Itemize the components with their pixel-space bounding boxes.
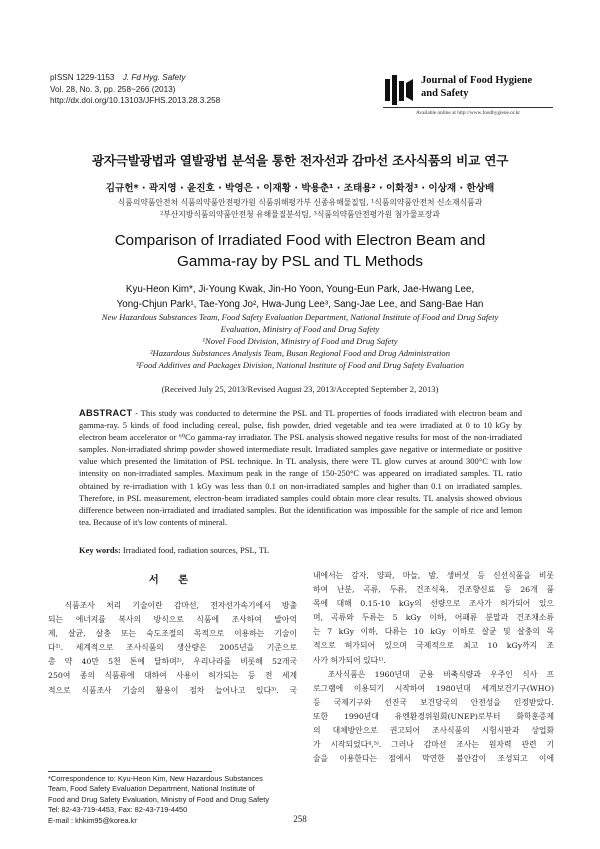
section-heading: 서 론 (148, 575, 197, 586)
text-line: 로그램에 이용되기 시작하여 1980년대 세계보건기구(WHO) (313, 683, 554, 693)
text-line: 250여 종의 식품류에 대하여 사용이 허가되는 등 전 세계 (48, 671, 297, 681)
english-affiliation-3: ¹Novel Food Division, Ministry of Food and Drug Safety (202, 336, 398, 346)
korean-affiliation-1: 식품의약품안전처 식품의약품안전평가원 식품위해평가부 신종유해물질팀, ¹식품의약품안전처 신소재식품과 (117, 198, 483, 207)
abstract (79, 407, 522, 528)
text-line: 다¹⁾. 세계적으로 조사식품의 생산량은 2005년을 기준으로 (48, 643, 297, 653)
text-line: 가 시작되었다⁴,⁵⁾. 그러나 감마선 조사는 원자력 관련 기 (313, 740, 554, 750)
text-line: 또한 1990년대 유엔환경위원회(UNEP)로부터 화학훈증제 (313, 711, 554, 721)
text-line: 식품조사 처리 기술이란 감마선, 전자선가속기에서 방출 (48, 601, 297, 610)
journal-metadata (50, 72, 220, 107)
logo-divider (383, 107, 553, 108)
english-affiliation-1: New Hazardous Substances Team, Food Safety Evaluation Department, National Institute of Food and Drug Safety (101, 312, 499, 322)
text-line: 는 7 kGy 이하, 다류는 10 kGy 이하로 살균 및 살충의 목 (313, 627, 554, 637)
journal-logo (383, 71, 553, 119)
english-affiliation-4: ²Hazardous Substances Analysis Team, Busan Regional Food and Drug Administration (149, 348, 451, 358)
text-line: 적으로 허가되어 있으며 국제적으로 최고 10 kGy까지 조 (313, 641, 554, 651)
text-line: 등 국제기구와 선진국 보건당국의 안전성을 인정받았다. (313, 697, 554, 707)
footnote-divider (48, 771, 212, 772)
text-line: 목에 대해 0.15-10 kGy의 선량으로 조사가 허가되어 있으 (313, 599, 554, 609)
text-line: 총 약 40만 5천 톤에 달하며²⁾, 우리나라를 비롯해 52개국 (48, 657, 297, 667)
footnote-line: *Correspondence to: Kyu-Heon Kim, New Hazardous Substances (48, 774, 263, 783)
footnote-line: Team, Food Safety Evaluation Department, National Institute of (48, 784, 255, 794)
keywords (79, 545, 522, 555)
journal-logo-icon (383, 73, 415, 107)
footnote-line: Tel: 82-43-719-4453, Fax: 82-43-719-4450 (48, 805, 188, 815)
korean-affiliation-2: ²부산지방식품의약품안전청 유해물질분석팀, ³식품의약품안전평가원 첨가물포장과 (160, 210, 440, 219)
available-online-link[interactable]: Available online at http://www.foodhygiene.or.kr (416, 110, 520, 116)
english-affiliation-5: ³Food Additives and Packages Division, National Institute of Food and Drug Safety Evaluation (135, 360, 465, 370)
keywords-label: Key words: (79, 545, 121, 555)
volume-info: Vol. 28, No. 3, pp. 258~266 (2013) (50, 84, 176, 94)
english-title-line2: Gamma-ray by PSL and TL Methods (177, 253, 423, 270)
body-right-column (313, 569, 554, 766)
journal-name-line1: Journal of Food Hygiene (421, 75, 533, 86)
abstract-label: ABSTRACT (79, 408, 133, 418)
journal-name-line2: and Safety (421, 88, 469, 99)
korean-authors: 김규헌* · 곽지영 · 윤진호 · 박영은 · 이재황 · 박용춘¹ · 조태용² · 이화정³ · 이상재 · 한상배 (105, 183, 495, 194)
footnote-line: Food and Drug Safety Evaluation, Ministry of Food and Drug Safety (48, 794, 270, 804)
text-line: 하여 난분, 곡류, 두류, 건조식육, 건조향신료 등 26개 품 (313, 585, 554, 595)
english-affiliation-2: Evaluation, Ministry of Food and Drug Safety (220, 324, 380, 334)
english-authors-line2: Yong-Chjun Park¹, Tae-Yong Jo², Hwa-Jung Lee³, Sang-Jae Lee, and Sang-Bae Han (116, 299, 484, 310)
issn: pISSN 1229-1153 (50, 73, 115, 82)
text-line: 술을 이용한다는 점에서 막연한 불안감이 조성되고 이에 (313, 754, 554, 764)
journal-name (421, 74, 561, 100)
keywords-text: Irradiated food, radiation sources, PSL, TL (120, 545, 270, 555)
text-line: 내에서는 감자, 양파, 마늘, 밤, 생버섯 등 신선식품을 비롯 (313, 571, 554, 580)
text-line: 되는 에너지를 복사의 방식으로 식품에 조사하여 발아억 (48, 615, 297, 625)
journal-abbrev: J. Fd Hyg. Safety (122, 73, 186, 82)
text-line: 며, 곡류와 두류는 5 kGy 이하, 어패류 분말과 건조채소류 (313, 613, 554, 623)
received-dates: (Received July 25, 2013/Revised August 23, 2013/Accepted September 2, 2013) (161, 384, 439, 394)
text-line: 적으로 식품조사 기술의 활용이 점차 늘어나고 있다³⁾. 국 (48, 685, 297, 695)
footnote-email[interactable]: E-mail : khkim95@korea.kr (48, 815, 137, 825)
text-line: 조사식품은 1960년대 군용 비축식량과 우주인 식사 프 (313, 669, 554, 679)
doi-link[interactable]: http://dx.doi.org/10.13103/JFHS.2013.28.3.258 (50, 96, 221, 105)
english-title-line1: Comparison of Irradiated Food with Electron Beam and (114, 232, 486, 249)
body-left-column (48, 599, 297, 698)
page-number: 258 (293, 814, 307, 824)
korean-title: 광자극발광법과 열발광법 분석을 통한 전자선과 감마선 조사식품의 비교 연구 (91, 153, 509, 168)
text-line: 제, 살균, 살충 또는 숙도조절의 목적으로 이용하는 기술이 (48, 629, 297, 639)
text-line: 사가 허가되어 있다¹⁾. (313, 655, 386, 665)
text-line: 의 대체방안으로 권고되어 조사식품의 시험시판과 상업화 (313, 726, 554, 736)
english-authors-line1: Kyu-Heon Kim*, Ji-Young Kwak, Jin-Ho Yoon, Young-Eun Park, Jae-Hwang Lee, (125, 284, 475, 295)
abstract-text: - This study was conducted to determine the PSL and TL properties of foods irradiated with electron beam and gamma-ray. 5 kinds of food including cereal, pulse, fish powder, dried vegetable and tea were irradiated at 0 to 10 kGy by electron beam accelerator or ⁶⁰Co gamma-ray irradiator. The PSL analysis showed negative results for most of the non-irradiated samples. Non-irradiated shrimp powder showed intermediate result. Irradiated samples gave negative or intermediate or positive value which presented the limitation of PSL technique. In TL analysis, there were TL glow curves at around 300°C with low intensity on non-irradiated samples. Maximum peak in the range of 150-250°C was appeared on irradiated samples. TL ratio obtained by re-irradiation with 1 kGy was less than 0.1 on non-irradiated samples and higher than 0.1 on irradiated samples. Therefore, in PSL measurement, electron-beam irradiated samples could obtain more clear results. TL analysis showed obvious difference between non-irradiated and irradiated samples. But the identification was impossible for the sample of rice and lemon tea. Because of it's low contents of mineral. (79, 408, 522, 527)
